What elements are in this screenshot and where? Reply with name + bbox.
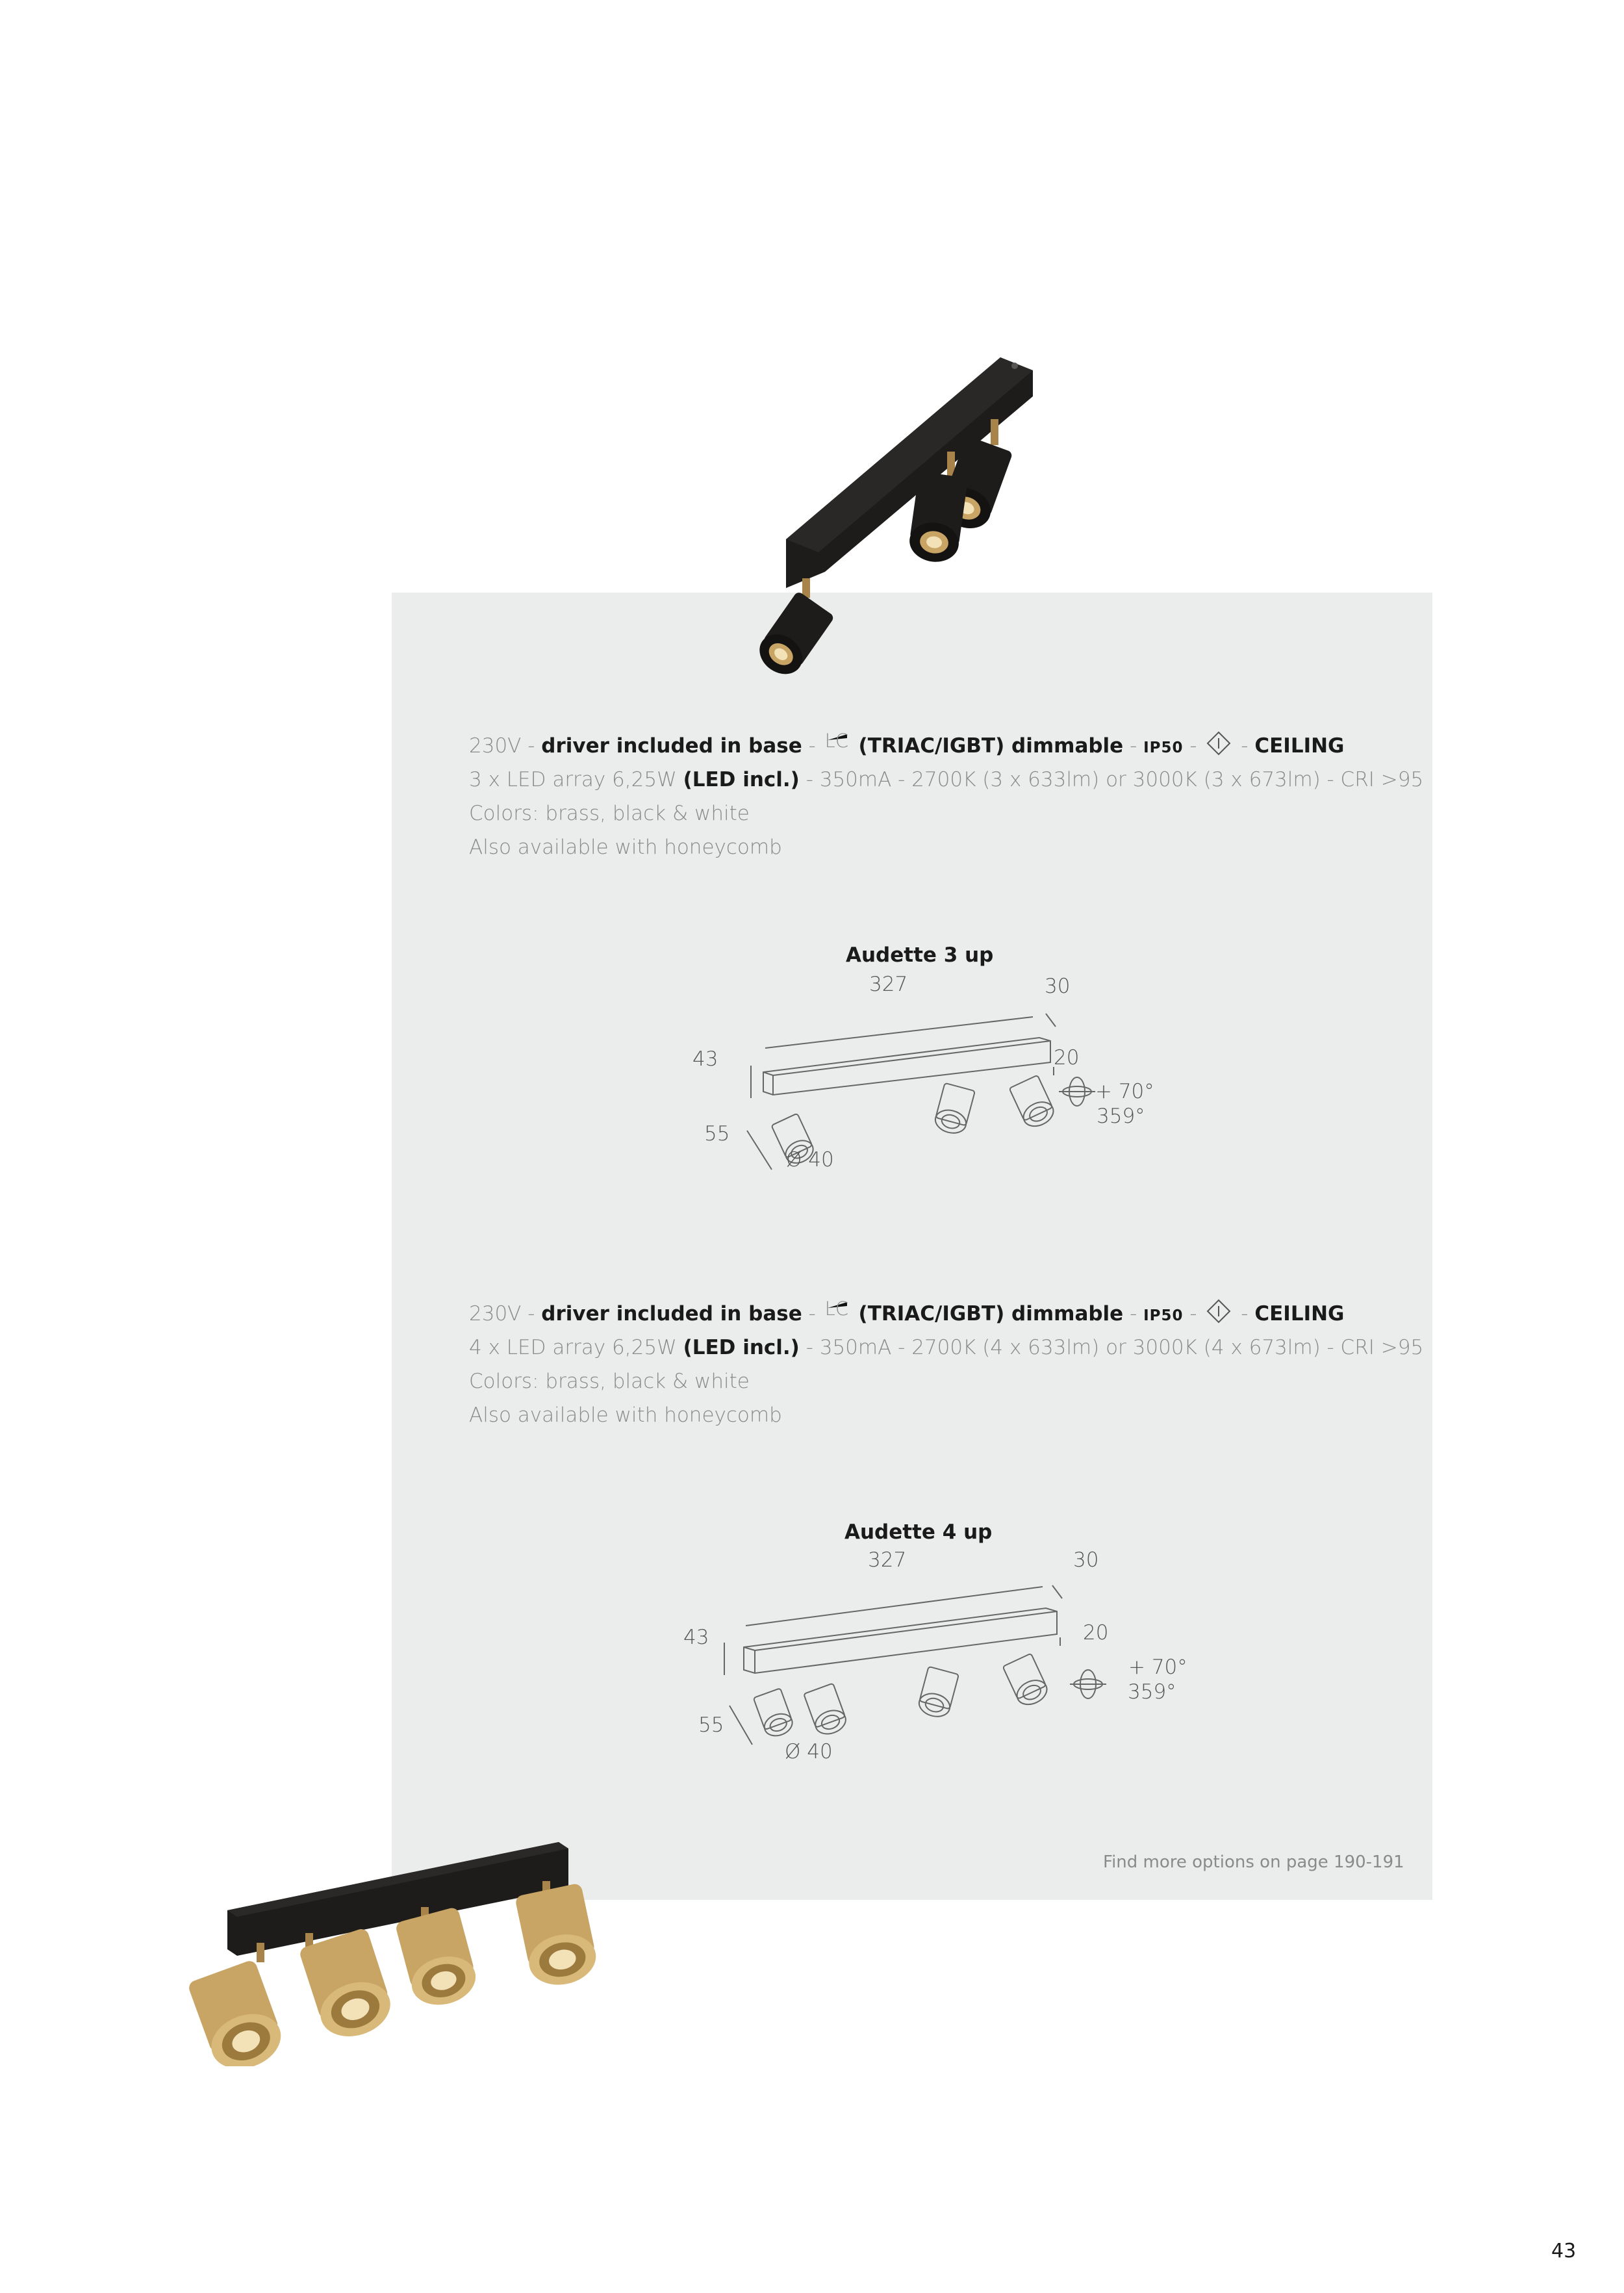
spec-block-2	[469, 1297, 1423, 1432]
voltage: 230V	[469, 1302, 522, 1326]
lc-label: LC	[824, 730, 849, 752]
dim-length: 327	[868, 1548, 907, 1572]
honeycomb-line: Also available with honeycomb	[469, 1403, 782, 1427]
separator: -	[521, 1302, 542, 1326]
dim-arm: 55	[698, 1713, 724, 1737]
dimmable-text: (TRIAC/IGBT) dimmable	[858, 734, 1124, 758]
driver-text: driver included in base	[541, 734, 802, 758]
more-options-note: Find more options on page 190-191	[1103, 1852, 1404, 1872]
lc-label: LC	[824, 1298, 849, 1320]
separator: -	[1123, 734, 1144, 758]
colors-line: Colors: brass, black & white	[469, 802, 750, 825]
dim-depth: 20	[1054, 1046, 1080, 1070]
dim-arm: 55	[704, 1122, 730, 1146]
honeycomb-line: Also available with honeycomb	[469, 836, 782, 859]
spec-block-1	[469, 729, 1423, 864]
separator: -	[1183, 1302, 1204, 1326]
led-included: (LED incl.)	[683, 768, 800, 791]
led-included: (LED incl.)	[683, 1336, 800, 1359]
separator: -	[1234, 734, 1255, 758]
dim-width: 30	[1073, 1548, 1099, 1572]
mount-type: CEILING	[1254, 734, 1345, 758]
led-array: 3 x LED array 6,25W	[469, 768, 683, 791]
separator: -	[802, 734, 822, 758]
separator: -	[1123, 1302, 1144, 1326]
led-array: 4 x LED array 6,25W	[469, 1336, 683, 1359]
dim-rotation: 359°	[1128, 1680, 1176, 1704]
rotation-icon	[1070, 1670, 1106, 1698]
ip-rating: IP50	[1143, 1307, 1184, 1324]
separator: -	[1183, 734, 1204, 758]
mount-type: CEILING	[1254, 1302, 1345, 1326]
spec-line-electrical	[469, 729, 1423, 763]
dim-width: 30	[1045, 975, 1071, 998]
rotation-icon	[1059, 1077, 1095, 1106]
separator: -	[521, 734, 542, 758]
spec-line-led	[469, 1331, 1423, 1364]
dim-height: 43	[683, 1626, 709, 1649]
model-title-3up: Audette 3 up	[846, 943, 994, 967]
dim-tilt: + 70°	[1095, 1080, 1154, 1103]
model-title-4up: Audette 4 up	[844, 1520, 993, 1544]
separator: -	[802, 1302, 822, 1326]
dim-height: 43	[692, 1047, 718, 1071]
product-photo-brass-4up	[175, 1819, 630, 2066]
class-one-diamond-icon	[1206, 1298, 1232, 1324]
class-one-diamond-icon	[1206, 730, 1232, 756]
colors-line: Colors: brass, black & white	[469, 1370, 750, 1393]
separator: -	[1234, 1302, 1255, 1326]
led-details: - 350mA - 2700K (3 x 633lm) or 3000K (3 x 673lm) - CRI >95	[799, 768, 1424, 791]
dim-rotation: 359°	[1097, 1105, 1145, 1128]
spec-line-electrical	[469, 1297, 1423, 1331]
dim-diameter: Ø 40	[786, 1148, 834, 1172]
dim-length: 327	[869, 973, 908, 996]
dimmable-text: (TRIAC/IGBT) dimmable	[858, 1302, 1124, 1326]
dim-diameter: Ø 40	[785, 1740, 833, 1763]
ip-rating: IP50	[1143, 739, 1184, 756]
dim-depth: 20	[1083, 1621, 1109, 1645]
lc-icon	[824, 730, 850, 755]
led-details: - 350mA - 2700K (4 x 633lm) or 3000K (4 x 673lm) - CRI >95	[799, 1336, 1424, 1359]
voltage: 230V	[469, 734, 522, 758]
product-photo-black-3up	[728, 344, 1091, 682]
spec-line-led	[469, 763, 1423, 797]
dim-tilt: + 70°	[1128, 1656, 1187, 1679]
page-number: 43	[1551, 2240, 1577, 2262]
lc-icon	[824, 1298, 850, 1323]
driver-text: driver included in base	[541, 1302, 802, 1326]
